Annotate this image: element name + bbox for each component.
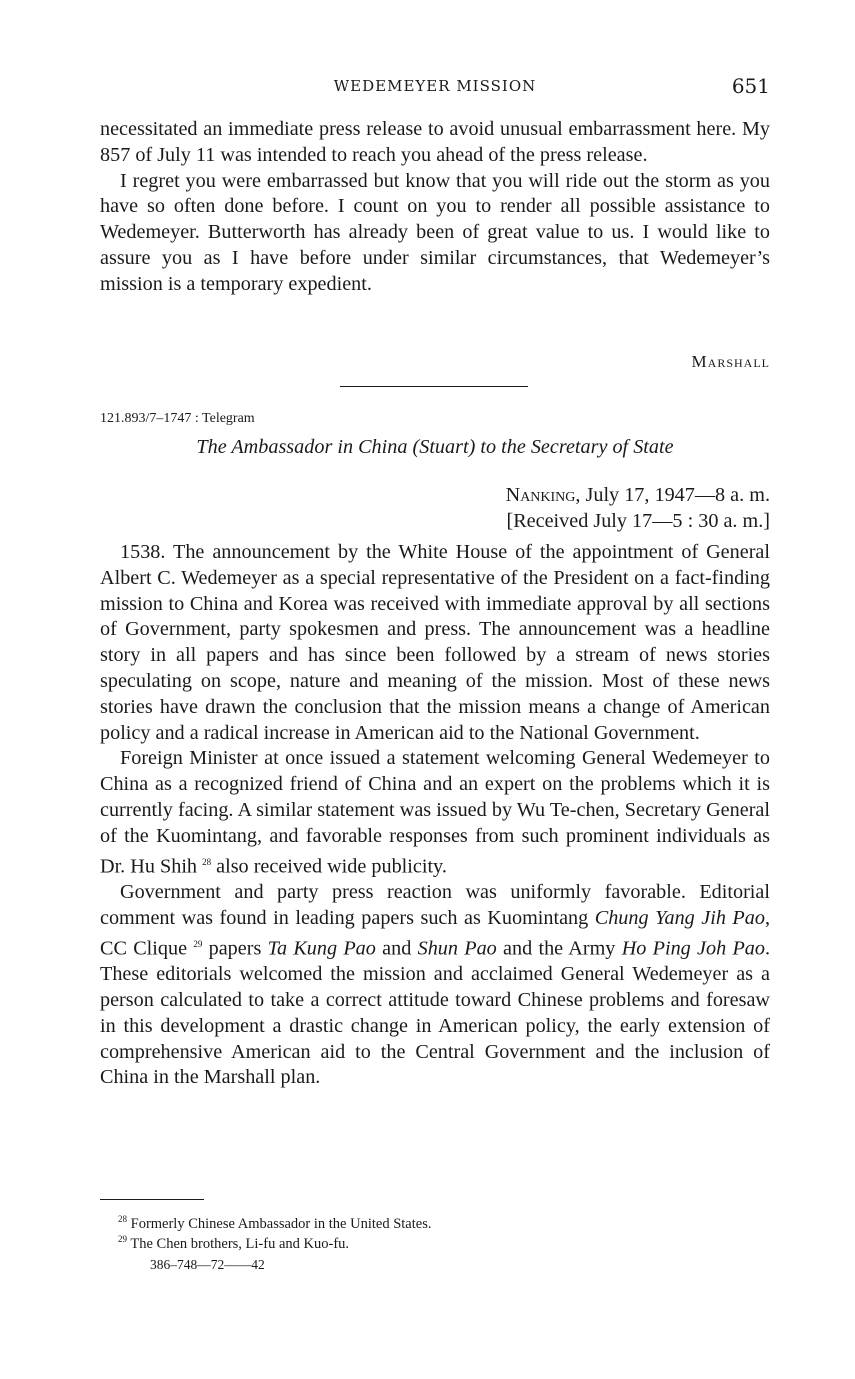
telegram-paragraph-2 [100,746,770,880]
telegram-paragraph-1: 1538. The announcement by the White House of the appointment of General Albert C. Wedemeyer as a special representative of the President on a fact-finding mission to China and Korea was received with immediate approval by all sections of Government, party spokesmen and press. The announcement was a headline story in all papers and has since been followed by a stream of news stories speculating on scope, nature and meaning of the mission. Most of these news stories have drawn the conclusion that the mission means a change of American policy and a radical increase in American aid to the National Government. [100,541,770,744]
footnote-text: The Chen brothers, Li-fu and Kuo-fu. [130,1235,350,1252]
printer-mark: 386–748—72——42 [150,1257,265,1272]
paragraph-2-text: Foreign Minister at once issued a statement welcoming General Wedemeyer to China as a recognized friend of China and an expert on the problems which it is currently facing. A similar statement was issued by Wu Te-chen, Secretary General of the Kuomintang, and favorable responses from such prominent individuals as Dr. Hu Shih [100,747,770,878]
footnote-28 [118,1214,431,1233]
paragraph-3-text-a: Government and party press reaction was uniformly favorable. Editorial comment was found in leading papers such as Kuomintang [100,881,770,929]
paragraph-3-text-e: and the Army [503,937,616,960]
section-divider [340,386,528,387]
paper-name-4: Ho Ping Joh Pao [621,937,765,960]
footnote-marker: 28 [118,1214,127,1224]
signature: Marshall [691,352,770,371]
heading-suffix: ) to the Secretary of State [468,436,674,458]
footnote-ref-29[interactable]: 29 [193,938,203,949]
document-heading [100,436,770,459]
paragraph-3-text-d: and [382,937,412,960]
footnote-divider [100,1199,204,1200]
dateline [506,484,770,507]
page-number: 651 [731,74,770,98]
telegram-paragraph-3 [100,880,770,1091]
paper-name-2: Ta Kung Pao [267,937,376,960]
paragraph-2-end: also received wide publicity. [216,855,447,878]
footnote-ref-28[interactable]: 28 [202,856,212,867]
heading-prefix: The Ambassador in China ( [196,436,420,458]
dateline-time: , July 17, 1947—8 a. m. [575,484,770,506]
received-line: [Received July 17—5 : 30 a. m.] [506,510,770,532]
paragraph-3-text-f: . These editorials welcomed the mission and acclaimed General Wedemeyer as a person calculated to take a correct attitude toward Chinese problems and foresaw in this development a drastic change in American policy, the early extension of comprehensive American aid to the Central Government and the inclusion of China in the Marshall plan. [100,937,771,1089]
continuation-paragraph: necessitated an immediate press release to avoid unusual embarrassment here. My 857 of July 11 was intended to reach you ahead of the press release. [100,118,770,166]
footnote-text: Formerly Chinese Ambassador in the United States. [130,1215,432,1232]
dateline-place: Nanking [505,484,576,506]
footnote-marker: 29 [118,1234,127,1244]
continuation-text [100,117,770,298]
paper-name-1: Chung Yang Jih Pao [594,906,765,929]
telegram-text [100,540,770,1091]
paragraph-3-text-c: papers [208,937,262,960]
heading-name: Stuart [419,436,469,458]
running-title: WEDEMEYER MISSION [333,77,537,95]
footnote-29 [118,1234,349,1253]
paper-name-3: Shun Pao [417,937,497,960]
file-reference: 121.893/7–1747 : Telegram [100,411,255,426]
continuation-paragraph-2: I regret you were embarrassed but know that you will ride out the storm as you have so often done before. I count on you to render all possible assistance to Wedemeyer. Butterworth has already been of great value to us. I would like to assure you as I have before under similar circumstances, that Wedemeyer’s mission is a temporary expedient. [100,169,770,295]
paragraph-3-text-b: , CC Clique [100,906,770,960]
running-header [100,74,770,98]
